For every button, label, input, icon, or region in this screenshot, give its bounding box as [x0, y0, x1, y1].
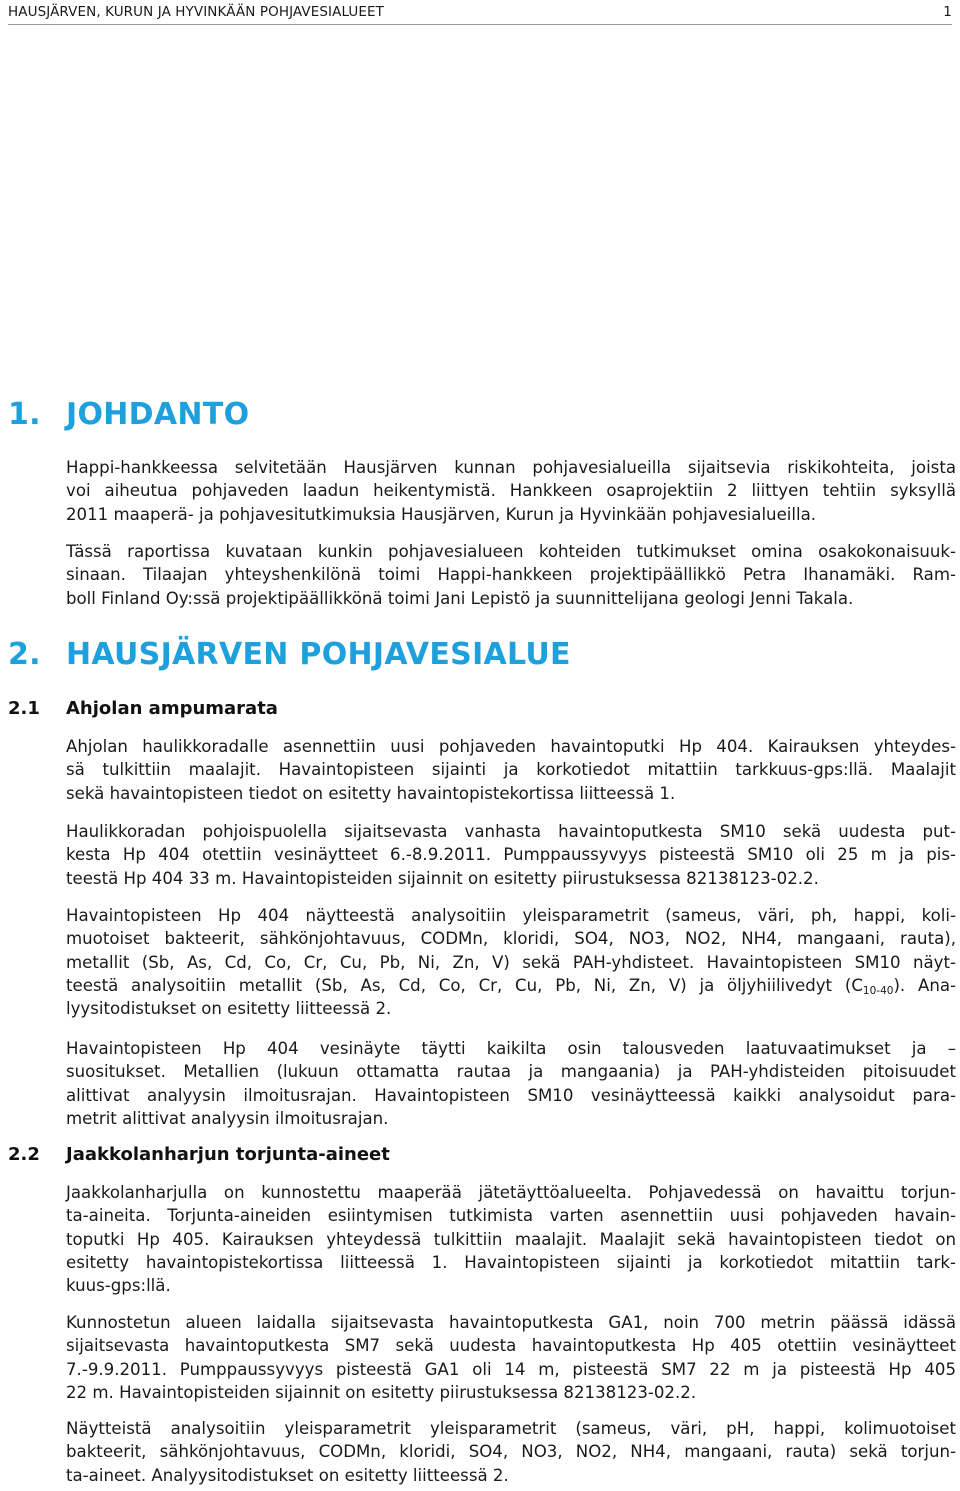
paragraph-2-1-d — [66, 1037, 956, 1130]
text-line: metallit (Sb, As, Cd, Co, Cr, Cu, Pb, Ni, Zn, V) sekä PAH-yhdisteet. Havaintopisteen SM10 näyt- — [66, 952, 956, 972]
text-line: esitetty havaintopistekortissa liitteessä 1. Havaintopisteen sijainti ja korkotiedot mitattiin tark- — [66, 1252, 956, 1272]
paragraph-2-2-a — [66, 1181, 956, 1297]
paragraph-2-2-c — [66, 1417, 956, 1487]
paragraph-2-1-c — [66, 904, 956, 1020]
subscript: 10-40 — [862, 984, 894, 997]
section-title: HAUSJÄRVEN POHJAVESIALUE — [66, 637, 571, 672]
document-title: HAUSJÄRVEN, KURUN JA HYVINKÄÄN POHJAVESIALUEET — [8, 4, 384, 20]
text-line: kesta Hp 404 otettiin vesinäytteet 6.-8.9.2011. Pumppaussyvyys pisteestä SM10 oli 25 m ja pis- — [66, 845, 956, 865]
subsection-title: Jaakkolanharjun torjunta-aineet — [66, 1144, 390, 1165]
text-line: Kunnostetun alueen laidalla sijaitsevasta havaintoputkesta GA1, noin 700 metrin päässä idässä — [66, 1313, 956, 1332]
text-line: muotoiset bakteerit, sähkönjohtavuus, CODMn, kloridi, SO4, NO3, NO2, NH4, mangaani, rauta), — [66, 929, 956, 949]
text-line: Havaintopisteen Hp 404 näytteestä analysoitiin yleisparametrit (sameus, väri, ph, happi, koli- — [66, 906, 956, 925]
text-line: 2011 maaperä- ja pohjavesitutkimuksia Hausjärven, Kurun ja Hyvinkään pohjavesialueilla. — [66, 504, 817, 524]
text-line: kuus-gps:llä. — [66, 1276, 171, 1296]
text-line: Näytteistä analysoitiin yleisparametrit yleisparametrit (sameus, väri, pH, happi, kolimuotoiset — [66, 1419, 956, 1438]
text-line: toputki Hp 405. Kairauksen yhteydessä tulkittiin maalajit. Maalajit sekä havaintopisteen tiedot on — [66, 1229, 956, 1249]
text-line: Jaakkolanharjulla on kunnostettu maaperää jätetäyttöalueelta. Pohjavedessä on havaittu torjun- — [66, 1183, 956, 1202]
text-line: Happi-hankkeessa selvitetään Hausjärven kunnan pohjavesialueilla sijaitsevia riskikohteita, joista — [66, 458, 956, 477]
paragraph-intro-2 — [66, 540, 956, 610]
text-line: sekä havaintopisteen tiedot on esitetty havaintopistekortissa liitteessä 1. — [66, 783, 676, 803]
text-line: Havaintopisteen Hp 404 vesinäyte täytti kaikilta osin talousveden laatuvaatimukset ja – — [66, 1039, 956, 1058]
text-line: teestä Hp 404 33 m. Havaintopisteiden sijainnit on esitetty piirustuksessa 82138123-02.2. — [66, 868, 819, 888]
text-line: ta-aineet. Analyysitodistukset on esitetty liitteessä 2. — [66, 1465, 509, 1485]
section-number: 2. — [8, 637, 41, 672]
text-line: sä tulkittiin maalajit. Havaintopisteen sijainti ja korkotiedot mitattiin tarkkuus-gps:llä. Maalajit — [66, 760, 956, 780]
text-line: Tässä raportissa kuvataan kunkin pohjavesialueen kohteiden tutkimukset omina osakokonaisuuk- — [66, 542, 956, 561]
text-line: ta-aineita. Torjunta-aineiden esiintymisen tutkimista varten asennettiin uusi pohjaveden havain- — [66, 1206, 956, 1226]
text-line — [66, 974, 956, 997]
section-number: 1. — [8, 397, 41, 432]
text-line: bakteerit, sähkönjohtavuus, CODMn, kloridi, SO4, NO3, NO2, NH4, mangaani, rauta) sekä torjun- — [66, 1442, 956, 1462]
section-title: JOHDANTO — [66, 397, 250, 432]
text-line: Haulikkoradan pohjoispuolella sijaitsevasta vanhasta havaintoputkesta SM10 sekä uudesta put- — [66, 822, 956, 841]
text-line: metrit alittivat analyysin ilmoitusrajan. — [66, 1108, 389, 1128]
subsection-title: Ahjolan ampumarata — [66, 698, 278, 719]
text-line: 22 m. Havaintopisteiden sijainnit on esitetty piirustuksessa 82138123-02.2. — [66, 1382, 697, 1402]
text-line: alittivat analyysin ilmoitusrajan. Havaintopisteen SM10 vesinäytteessä kaikki analysoidut para- — [66, 1085, 956, 1105]
text-line: lyysitodistukset on esitetty liitteessä 2. — [66, 999, 392, 1019]
paragraph-intro-1 — [66, 456, 956, 526]
text-line: 7.-9.9.2011. Pumppaussyvyys pisteestä GA1 oli 14 m, pisteestä SM7 22 m ja pisteestä Hp 405 — [66, 1359, 956, 1379]
paragraph-2-2-b — [66, 1311, 956, 1404]
text-line: boll Finland Oy:ssä projektipäällikkönä toimi Jani Lepistö ja suunnittelijana geologi Jenni Takala. — [66, 588, 854, 608]
text-line: sijaitsevasta havaintoputkesta SM7 sekä uudesta havaintoputkesta Hp 405 otettiin vesinäytteet — [66, 1336, 956, 1356]
text-segment: ). Ana- — [893, 975, 956, 995]
text-line: voi aiheutua pohjaveden laadun heikentymistä. Hankkeen osaprojektiin 2 liittyen tehtiin syksyllä — [66, 481, 956, 501]
text-line: suositukset. Metallien (lukuun ottamatta rautaa ja mangaania) ja PAH-yhdisteiden pitoisuudet — [66, 1062, 956, 1082]
text-line: Ahjolan haulikkoradalle asennettiin uusi pohjaveden havaintoputki Hp 404. Kairauksen yhteydes- — [66, 737, 956, 756]
subsection-number: 2.2 — [8, 1144, 40, 1165]
paragraph-2-1-a — [66, 735, 956, 805]
text-line: sinaan. Tilaajan yhteyshenkilönä toimi Happi-hankkeen projektipäällikkö Petra Ihanamäki. Ram- — [66, 565, 956, 585]
page-number: 1 — [943, 4, 952, 20]
running-header — [8, 4, 952, 25]
subsection-number: 2.1 — [8, 698, 40, 719]
paragraph-2-1-b — [66, 820, 956, 890]
text-segment: teestä analysoitiin metallit (Sb, As, Cd, Co, Cr, Cu, Pb, Ni, Zn, V) ja öljyhiilivedyt (C — [66, 975, 863, 995]
